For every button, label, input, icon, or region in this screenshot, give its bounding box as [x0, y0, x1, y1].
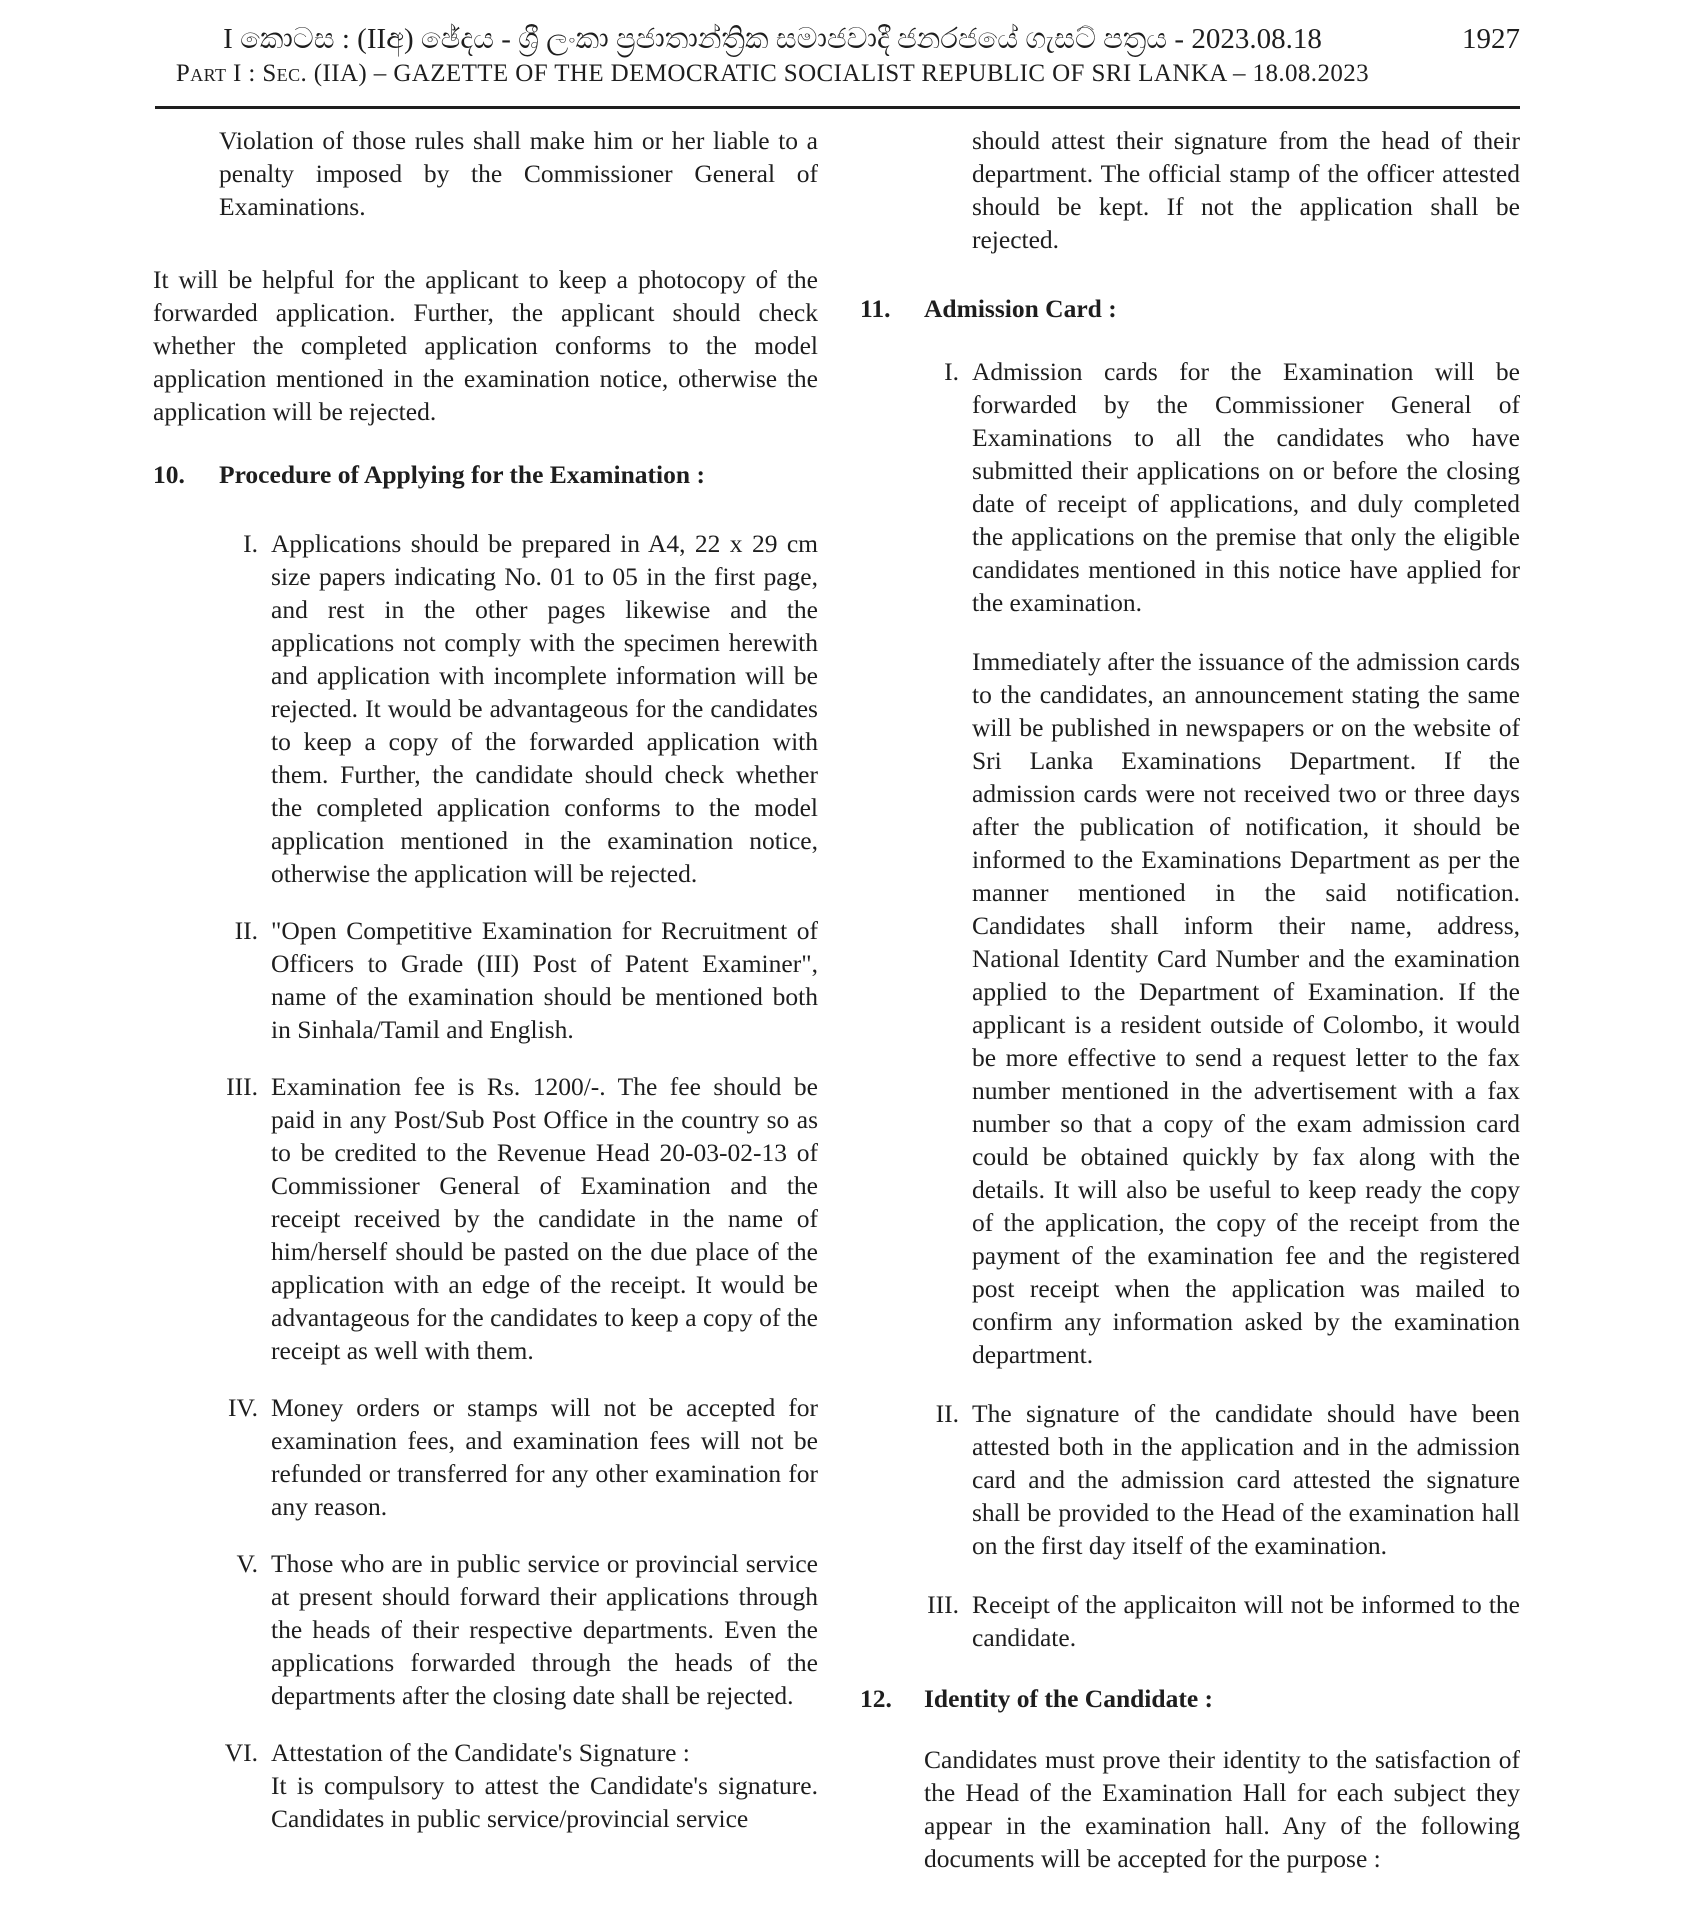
- admission-followup-paragraph: Immediately after the issuance of the admission cards to the candidates, an announcement stating the same will be published in newspapers or on the website of Sri Lanka Examinations Department. If the admission cards were not received two or three days after the publication of notification, it should be informed to the Examinations Department as per the manner mentioned in the said notification. Candidates shall inform their name, address, National Identity Card Number and the examination applied to the Department of Examination. If the applicant is a resident outside of Colombo, it would be more effective to send a request letter to the fax number mentioned in the advertisement with a fax number so that a copy of the exam admission card could be obtained quickly by fax along with the details. It will also be useful to keep ready the copy of the application, the copy of the receipt from the payment of the examination fee and the registered post receipt when the application was mailed to confirm any information asked by the examination department.: [972, 647, 1520, 1369]
- item-numeral: VI.: [224, 1738, 258, 1767]
- section-10-heading: [153, 458, 818, 491]
- item-numeral: II.: [234, 916, 258, 945]
- item-text: Examination fee is Rs. 1200/-. The fee should be paid in any Post/Sub Post Office in the country so as to be credited to the Revenue Head 20-03-02-13 of Commissioner General of Examination and the receipt received by the candidate in the name of him/herself should be pasted on the due place of the application with an edge of the receipt. It would be advantageous for the candidates to keep a copy of the receipt as well with them.: [271, 1072, 818, 1365]
- item-text: The signature of the candidate should have been attested both in the application and in the admission card and the admission card attested the signature shall be provided to the Head of the examination hall on the first day itself of the examination.: [972, 1399, 1520, 1560]
- list-item: [860, 1588, 1520, 1654]
- item-subheading: Attestation of the Candidate's Signature :: [271, 1738, 690, 1767]
- item-numeral: IV.: [228, 1393, 258, 1422]
- item-numeral: II.: [935, 1399, 959, 1428]
- page-number: 1927: [1462, 23, 1520, 55]
- section-12-title: Identity of the Candidate :: [924, 1684, 1214, 1713]
- item-numeral: V.: [236, 1549, 258, 1578]
- list-item: [153, 1391, 818, 1523]
- item-text: Admission cards for the Examination will be forwarded by the Commissioner General of Examinations to all the candidates who have submitted their applications on or before the closing date of receipt of applications, and duly completed the applications on the premise that only the eligible candidates mentioned in this notice have applied for the examination.: [972, 357, 1520, 617]
- list-item: [153, 1547, 818, 1712]
- section-10-title: Procedure of Applying for the Examination :: [219, 460, 705, 489]
- section-12-heading: [860, 1682, 1520, 1715]
- item-text: [271, 1736, 818, 1835]
- identity-paragraph: Candidates must prove their identity to the satisfaction of the Head of the Examination Hall for each subject they appear in the examination hall. Any of the following documents will be accepted for the purpose :: [924, 1745, 1520, 1873]
- left-column: [153, 124, 818, 1875]
- section-10-number: 10.: [153, 460, 185, 489]
- item-text: "Open Competitive Examination for Recruitment of Officers to Grade (III) Post of Patent Examiner", name of the examination should be mentioned both in Sinhala/Tamil and English.: [271, 916, 818, 1044]
- right-column: [860, 124, 1520, 1875]
- continuation-paragraph: should attest their signature from the head of their department. The official stamp of the officer attested should be kept. If not the application shall be rejected.: [972, 126, 1520, 254]
- list-item: [860, 355, 1520, 619]
- item-numeral: III.: [226, 1072, 258, 1101]
- photocopy-paragraph: It will be helpful for the applicant to keep a photocopy of the forwarded application. Further, the applicant should check whether the completed application conforms to the model application mentioned in the examination notice, otherwise the application will be rejected.: [153, 265, 818, 426]
- section-11-title: Admission Card :: [924, 294, 1117, 323]
- list-item: [153, 914, 818, 1046]
- header-title-block: [155, 20, 1390, 90]
- item-numeral: I.: [243, 529, 258, 558]
- list-item: [153, 527, 818, 890]
- list-item: [153, 1070, 818, 1367]
- continuation-paragraph: Violation of those rules shall make him or her liable to a penalty imposed by the Commissioner General of Examinations.: [219, 126, 818, 221]
- item-text: Receipt of the applicaiton will not be informed to the candidate.: [972, 1590, 1520, 1652]
- header-english-line: Part I : Sec. (IIA) – GAZETTE OF THE DEMOCRATIC SOCIALIST REPUBLIC OF SRI LANKA – 18.08.2023: [175, 60, 1370, 87]
- document-body: [153, 124, 1520, 1875]
- list-item: [153, 1736, 818, 1835]
- item-text-continued: It is compulsory to attest the Candidate's signature. Candidates in public service/provincial service: [271, 1771, 818, 1833]
- item-numeral: I.: [944, 357, 959, 386]
- item-text: Those who are in public service or provincial service at present should forward their applications through the heads of their respective departments. Even the applications forwarded through the heads of the departments after the closing date shall be rejected.: [271, 1549, 818, 1710]
- section-11-number: 11.: [860, 294, 891, 323]
- header-rule: [155, 106, 1520, 109]
- section-11-heading: [860, 292, 1520, 325]
- item-text: Money orders or stamps will not be accepted for examination fees, and examination fees will not be refunded or transferred for any other examination for any reason.: [271, 1393, 818, 1521]
- list-item: [860, 1397, 1520, 1562]
- page-header: [155, 20, 1520, 90]
- section-12-number: 12.: [860, 1684, 892, 1713]
- header-sinhala-line: I කොටස : (IIඅ) ඡේදය - ශ්‍රී ලංකා ප්‍රජාතාන්ත්‍රික සමාජවාදී ජනරජයේ ගැසට් පත්‍රය - 2023.08.18: [223, 23, 1322, 55]
- item-numeral: III.: [927, 1590, 959, 1619]
- item-text: Applications should be prepared in A4, 22 x 29 cm size papers indicating No. 01 to 05 in the first page, and rest in the other pages likewise and the applications not comply with the specimen herewith and application with incomplete information will be rejected. It would be advantageous for the candidates to keep a copy of the forwarded application with them. Further, the candidate should check whether the completed application conforms to the model application mentioned in the examination notice, otherwise the application will be rejected.: [271, 529, 818, 888]
